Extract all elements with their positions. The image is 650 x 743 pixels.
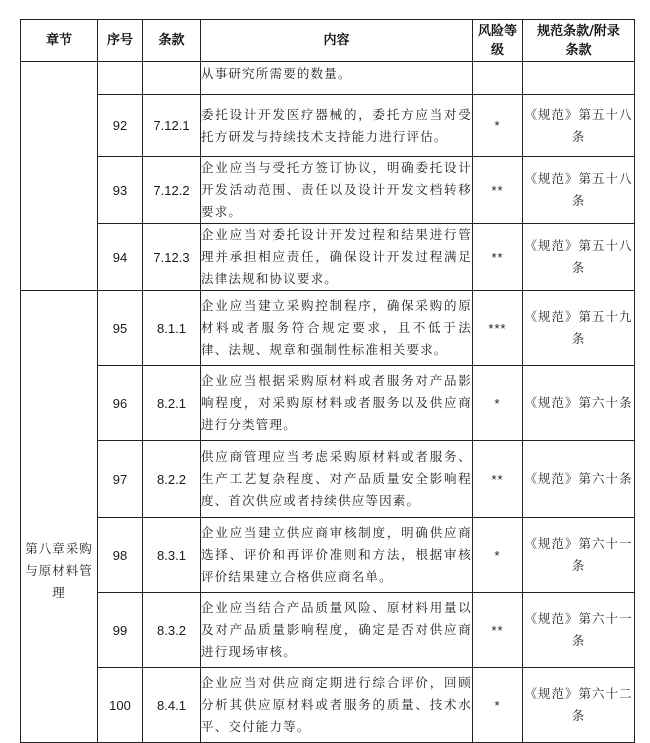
row-number: 100 — [98, 668, 143, 743]
table-row — [21, 157, 635, 224]
row-clause: 8.3.1 — [143, 518, 201, 593]
table-row — [21, 291, 635, 366]
row-content: 企业应当与受托方签订协议，明确委托设计开发活动范围、责任以及设计开发文档转移要求。 — [201, 157, 473, 224]
row-ref: 《规范》第五十八条 — [523, 224, 635, 291]
row-risk: ** — [473, 593, 523, 668]
row-content: 企业应当结合产品质量风险、原材料用量以及对产品质量影响程度，确定是否对供应商进行现场审核。 — [201, 593, 473, 668]
row-ref: 《规范》第六十条 — [523, 366, 635, 441]
header-chapter: 章节 — [21, 20, 98, 62]
row-content: 企业应当对供应商定期进行综合评价，回顾分析其供应原材料或者服务的质量、技术水平、交付能力等。 — [201, 668, 473, 743]
row-risk: * — [473, 366, 523, 441]
row-ref: 《规范》第五十九条 — [523, 291, 635, 366]
header-row — [21, 20, 635, 62]
row-ref: 《规范》第六十二条 — [523, 668, 635, 743]
chapter-title: 第八章采购与原材料管理 — [25, 540, 93, 600]
table-row — [21, 224, 635, 291]
row-risk: * — [473, 518, 523, 593]
row-risk: ** — [473, 224, 523, 291]
table-row — [21, 95, 635, 157]
row-risk: *** — [473, 291, 523, 366]
row-content: 委托设计开发医疗器械的，委托方应当对受托方研发与持续技术支持能力进行评估。 — [201, 95, 473, 157]
table-row — [21, 62, 635, 95]
row-number: 92 — [98, 95, 143, 157]
chapter-cell-7 — [21, 62, 98, 291]
table-row — [21, 366, 635, 441]
row-ref: 《规范》第五十八条 — [523, 157, 635, 224]
row-number: 97 — [98, 441, 143, 518]
row-number — [98, 62, 143, 95]
row-clause: 7.12.1 — [143, 95, 201, 157]
row-clause: 7.12.2 — [143, 157, 201, 224]
row-clause: 8.3.2 — [143, 593, 201, 668]
row-clause: 7.12.3 — [143, 224, 201, 291]
row-number: 99 — [98, 593, 143, 668]
row-clause: 8.4.1 — [143, 668, 201, 743]
header-content: 内容 — [201, 20, 473, 62]
row-ref — [523, 62, 635, 95]
row-content: 企业应当建立采购控制程序，确保采购的原材料或者服务符合规定要求，且不低于法律、法规、规章和强制性标准相关要求。 — [201, 291, 473, 366]
table-row — [21, 441, 635, 518]
row-content: 企业应当根据采购原材料或者服务对产品影响程度，对采购原材料或者服务以及供应商进行分类管理。 — [201, 366, 473, 441]
row-risk: ** — [473, 157, 523, 224]
row-clause: 8.2.1 — [143, 366, 201, 441]
row-number: 93 — [98, 157, 143, 224]
header-ref: 规范条款/附录条款 — [523, 20, 635, 62]
row-content: 供应商管理应当考虑采购原材料或者服务、生产工艺复杂程度、对产品质量安全影响程度、首次供应或者持续供应等因素。 — [201, 441, 473, 518]
row-ref: 《规范》第六十一条 — [523, 593, 635, 668]
table-row — [21, 668, 635, 743]
row-number: 98 — [98, 518, 143, 593]
row-risk: ** — [473, 441, 523, 518]
row-number: 96 — [98, 366, 143, 441]
chapter-cell-8 — [21, 291, 98, 743]
header-clause: 条款 — [143, 20, 201, 62]
row-ref: 《规范》第六十一条 — [523, 518, 635, 593]
row-clause: 8.1.1 — [143, 291, 201, 366]
row-content: 企业应当对委托设计开发过程和结果进行管理并承担相应责任，确保设计开发过程满足法律法规和协议要求。 — [201, 224, 473, 291]
table-row — [21, 593, 635, 668]
row-content: 从事研究所需要的数量。 — [201, 62, 473, 95]
row-content: 企业应当建立供应商审核制度，明确供应商选择、评价和再评价准则和方法，根据审核评价结果建立合格供应商名单。 — [201, 518, 473, 593]
row-clause: 8.2.2 — [143, 441, 201, 518]
row-clause — [143, 62, 201, 95]
regulation-table — [20, 19, 635, 743]
row-risk: * — [473, 668, 523, 743]
row-risk — [473, 62, 523, 95]
header-risk: 风险等级 — [473, 20, 523, 62]
row-risk: * — [473, 95, 523, 157]
header-num: 序号 — [98, 20, 143, 62]
row-ref: 《规范》第五十八条 — [523, 95, 635, 157]
row-ref: 《规范》第六十条 — [523, 441, 635, 518]
table-row — [21, 518, 635, 593]
row-number: 94 — [98, 224, 143, 291]
row-number: 95 — [98, 291, 143, 366]
